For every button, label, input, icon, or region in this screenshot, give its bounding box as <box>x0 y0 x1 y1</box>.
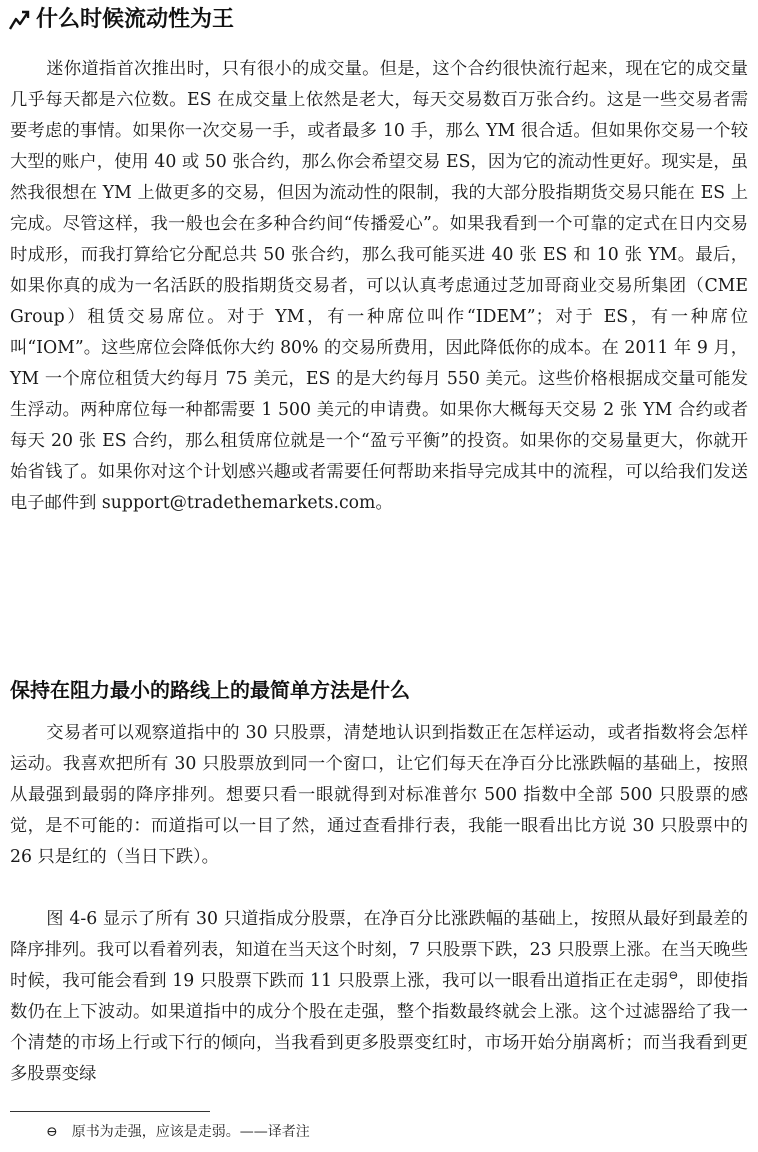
paragraph-figure-text-b: ，即使指数仍在上下波动。如果道指中的成分个股在走强，整个指数最终就会上涨。这个过滤器给了我一个清楚的市场上行或下行的倾向，当我看到更多股票变红时，市场开始分崩离析；而当我看到更多股票变绿 <box>10 971 748 1084</box>
paragraph-liquidity-text: 迷你道指首次推出时，只有很小的成交量。但是，这个合约很快流行起来，现在它的成交量几乎每天都是六位数。ES 在成交量上依然是老大，每天交易数百万张合约。这是一些交易者需要考虑的事情。如果你一次交易一手，或者最多 10 手，那么 YM 很合适。但如果你交易一个较大型的账户，使用 40 或 50 张合约，那么你会希望交易 ES，因为它的流动性更好。现实是，虽然我很想在 YM 上做更多的交易，但因为流动性的限制，我的大部分股指期货交易只能在 ES 上完成。尽管这样，我一般也会在多种合约间“传播爱心”。如果我看到一个可靠的定式在日内交易时成形，而我打算给它分配总共 50 张合约，那么我可能买进 40 张 ES 和 10 张 YM。最后，如果你真的成为一名活跃的股指期货交易者，可以认真考虑通过芝加哥商业交易所集团（CME Group）租赁交易席位。对于 YM，有一种席位叫作“IDEM”；对于 ES，有一种席位叫“IOM”。这些席位会降低你大约 80% 的交易所费用，因此降低你的成本。在 2011 年 9 月，YM 一个席位租赁大约每月 75 美元，ES 的是大约每月 550 美元。这些价格根据成交量可能发生浮动。两种席位每一种都需要 1 500 美元的申请费。如果你大概每天交易 2 张 YM 合约或者每天 20 张 ES 合约，那么租赁席位就是一个“盈亏平衡”的投资。如果你的交易量更大，你就开始省钱了。如果你对这个计划感兴趣或者需要任何帮助来指导完成其中的流程，可以给我们发送电子邮件到 support@tradethemarkets.com。 <box>10 59 748 513</box>
section-heading <box>8 6 234 34</box>
footnote-mark: ⊖ <box>46 1124 58 1140</box>
paragraph-liquidity <box>10 54 748 519</box>
paragraph-figure-4-6 <box>10 904 748 1090</box>
subheading: 保持在阻力最小的路线上的最简单方法是什么 <box>10 678 410 702</box>
section-title: 什么时候流动性为王 <box>36 7 235 32</box>
footnote-reference[interactable]: ⊖ <box>668 968 679 983</box>
paragraph-dow-stocks-text: 交易者可以观察道指中的 30 只股票，清楚地认识到指数正在怎样运动，或者指数将会怎样运动。我喜欢把所有 30 只股票放到同一个窗口，让它们每天在净百分比涨跌幅的基础上，按照从最强到最弱的降序排列。想要只看一眼就得到对标准普尔 500 指数中全部 500 只股票的感觉，是不可能的：而道指可以一目了然，通过查看排行表，我能一眼看出比方说 30 只股票中的 26 只是红的（当日下跌）。 <box>10 723 748 867</box>
paragraph-dow-stocks <box>10 718 748 873</box>
paragraph-figure-text-a: 图 4-6 显示了所有 30 只道指成分股票，在净百分比涨跌幅的基础上，按照从最好到最差的降序排列。我可以看着列表，知道在当天这个时刻，7 只股票下跌，23 只股票上涨。在当天晚些时候，我可能会看到 19 只股票下跌而 11 只股票上涨，我可以一眼看出道指正在走弱 <box>10 909 748 991</box>
footnote-divider <box>10 1111 210 1112</box>
footnote-text: 原书为走强，应该是走弱。——译者注 <box>71 1124 310 1140</box>
footnote <box>46 1122 310 1142</box>
trend-line-icon <box>8 9 30 31</box>
